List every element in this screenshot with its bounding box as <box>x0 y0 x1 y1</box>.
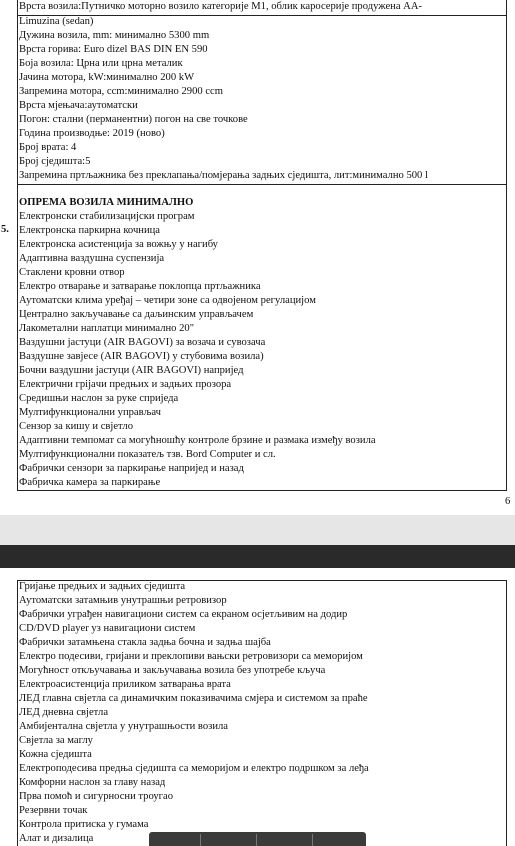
equipment-item: Гријање предњих и задњих сједишта <box>19 581 186 592</box>
equipment-item: Комфорни наслон за главу назад <box>19 777 166 788</box>
equipment-item: Могућност откључавања и закључавања возила без употребе кључа <box>19 665 326 676</box>
spec-line: Погон: стални (перманентни) погон на све точкове <box>19 114 248 125</box>
equipment-item: Ваздушни јастуци (AIR BAGOVI) за возача и сувозача <box>19 337 266 348</box>
equipment-item: Адаптивни темпомат са могућношћу контроле брзине и размака између возила <box>19 435 376 446</box>
equipment-item: Алат и дизалица <box>19 833 94 844</box>
equipment-item: Ваздушне завјесе (AIR BAGOVI) у стубовима возила) <box>19 351 264 362</box>
spec-line: Врста горива: Euro dizel BAS DIN EN 590 <box>19 44 208 55</box>
spec-line: Врста мјењача:аутоматски <box>19 100 138 111</box>
equipment-item: Кожна сједишта <box>19 749 92 760</box>
equipment-item: Мултифункционални показатељ тзв. Bord Computer и сл. <box>19 449 276 460</box>
page-number: 6 <box>505 496 511 507</box>
page-gap <box>0 515 515 545</box>
equipment-item: Фабричка камера за паркирање <box>19 477 161 488</box>
spec-line: Број сједишта:5 <box>19 156 91 167</box>
equipment-item: Фабрички затамњена стакла задња бочна и задња шајба <box>19 637 271 648</box>
viewer-toolbar[interactable] <box>149 832 366 846</box>
equipment-item: Бочни ваздушни јастуци (AIR BAGOVI) напријед <box>19 365 244 376</box>
equipment-item: Фабрички сензори за паркирање напријед и назад <box>19 463 244 474</box>
equipment-item: Централно закључавање са даљинским управљачем <box>19 309 254 320</box>
equipment-item: Прва помоћ и сигурносни троугао <box>19 791 174 802</box>
spec-line: Запремина пртљажника без преклапања/помјерања задњих сједишта, лит:минимално 500 l <box>19 170 428 181</box>
equipment-item: Резервни точак <box>19 805 88 816</box>
spec-line: Број врата: 4 <box>19 142 77 153</box>
spec-line: Limuzina (sedan) <box>19 16 94 27</box>
equipment-item: Електронски стабилизацијски програм <box>19 211 195 222</box>
equipment-item: Електронска асистенција за вожњу у нагибу <box>19 239 218 250</box>
equipment-item: Средишњи наслон за руке сприједа <box>19 393 179 404</box>
equipment-item: Фабрички уграђен навигациони систем са екраном осјетљивим на додир <box>19 609 348 620</box>
equipment-item: Електрични грijaчи предњих и задњих прозора <box>19 379 232 390</box>
equipment-item: Адаптивна ваздушна суспензија <box>19 253 165 264</box>
equipment-item: Аутоматски затамњив унутрашњи ретровизор <box>19 595 227 606</box>
equipment-item: CD/DVD player уз навигациони систем <box>19 623 196 634</box>
equipment-item: Амбијентална свјетла у унутрашњости возила <box>19 721 229 732</box>
spec-line: Јачина мотора, kW:минимално 200 kW <box>19 72 195 83</box>
equipment-item: Електронска паркирна кочница <box>19 225 160 236</box>
equipment-item: ЛЕД дневна свјетла <box>19 707 109 718</box>
toolbar-separator <box>312 834 313 846</box>
equipment-item: Аутоматски клима уређај – четири зоне са одвојеном регулацијом <box>19 295 316 306</box>
equipment-item: Електроподесива предња сједишта са меморијом и електро подршком за леђа <box>19 763 369 774</box>
equipment-item: Мултифункционални управљач <box>19 407 161 418</box>
spec-line: Запремина мотора, ccm:минимално 2900 ccm <box>19 86 223 97</box>
equipment-heading: ОПРЕМА ВОЗИЛА МИНИМАЛНО <box>19 197 194 208</box>
toolbar-separator <box>200 834 201 846</box>
equipment-item: Лакометални наплатци минимално 20" <box>19 323 195 334</box>
spec-line: Година производње: 2019 (ново) <box>19 128 165 139</box>
viewer-page-separator <box>0 545 515 568</box>
equipment-item: ЛЕД главна свјетла са динамичким показивачима смјера и системом за праће <box>19 693 368 704</box>
equipment-item: Електро отварање и затварање поклопца пртљажника <box>19 281 261 292</box>
equipment-item: Електро подесиви, гријани и преклопиви вањски ретровизори са меморијом <box>19 651 363 662</box>
spec-line: Дужина возила, mm: минимално 5300 mm <box>19 30 210 41</box>
equipment-item: Свјетла за маглу <box>19 735 93 746</box>
row-divider <box>17 184 507 185</box>
equipment-item: Контрола притиска у гумама <box>19 819 149 830</box>
section-number: 5. <box>1 224 9 235</box>
equipment-item: Стаклени кровни отвор <box>19 267 125 278</box>
toolbar-separator <box>256 834 257 846</box>
spec-line: Врста возила:Путничко моторно возило категорије M1, облик каросерије продужена AA- <box>19 1 423 12</box>
spec-line: Боја возила: Црна или црна металик <box>19 58 183 69</box>
equipment-item: Електроасистенција приликом затварања врата <box>19 679 231 690</box>
equipment-item: Сензор за кишу и свјетло <box>19 421 134 432</box>
